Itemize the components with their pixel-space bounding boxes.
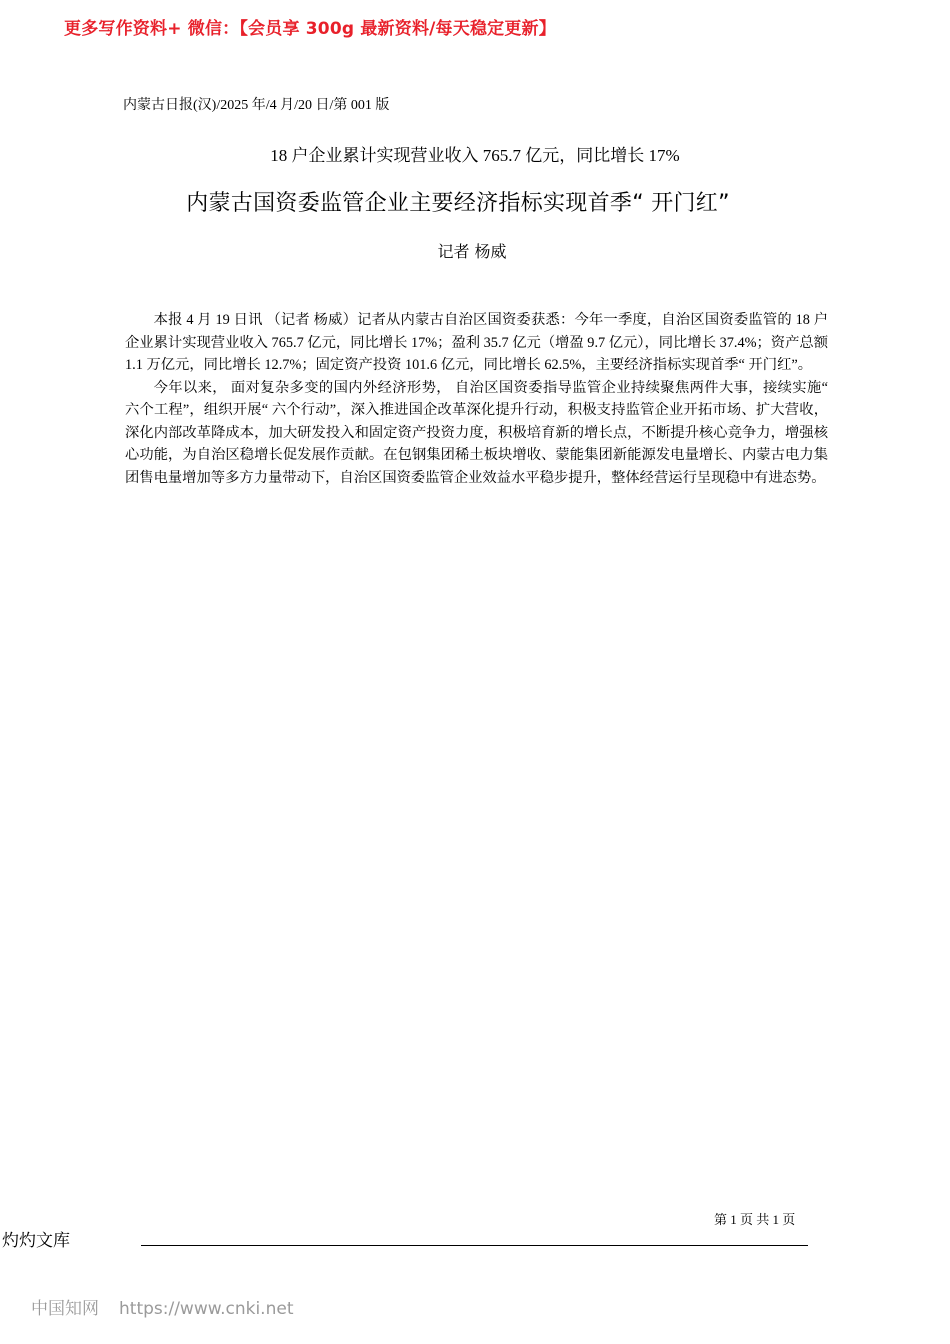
cnki-url: https://www.cnki.net xyxy=(119,1299,294,1319)
cnki-watermark xyxy=(31,1294,293,1319)
article-body xyxy=(125,309,828,489)
promo-banner: 更多写作资料+ 微信：【会员享 300g 最新资料/每天稳定更新】 xyxy=(64,19,556,39)
article-byline: 记者 杨威 xyxy=(437,242,507,261)
cnki-brand: 中国知网 xyxy=(31,1299,99,1319)
article-paragraph: 本报 4 月 19 日讯 （记者 杨威）记者从内蒙古自治区国资委获悉：今年一季度，自治区国资委监管的 18 户企业累计实现营业收入 765.7 亿元，同比增长 17%；盈利 35.7 亿元（增盈 9.7 亿元），同比增长 37.4%；资产总额 1.1 万亿元，同比增长 12.7%；固定资产投资 101.6 亿元，同比增长 62.5%，主要经济指标实现首季“ 开门红”。 xyxy=(125,312,828,373)
article-subtitle: 18 户企业累计实现营业收入 765.7 亿元，同比增长 17% xyxy=(270,146,680,165)
footer-divider xyxy=(141,1245,808,1246)
page-indicator: 第 1 页 共 1 页 xyxy=(714,1212,796,1227)
article-headline: 内蒙古国资委监管企业主要经济指标实现首季“ 开门红” xyxy=(186,191,730,216)
library-label: 灼灼文库 xyxy=(2,1231,70,1251)
article-paragraph: 今年以来， 面对复杂多变的国内外经济形势， 自治区国资委指导监管企业持续聚焦两件大事，接续实施“ 六个工程”，组织开展“ 六个行动”，深入推进国企改革深化提升行动，积极支持监管企业开拓市场、扩大营收，深化内部改革降成本，加大研发投入和固定资产投资力度，积极培育新的增长点，不断提升核心竞争力，增强核心功能，为自治区稳增长促发展作贡献。在包钢集团稀土板块增收、蒙能集团新能源发电量增长、内蒙古电力集团售电量增加等多方力量带动下，自治区国资委监管企业效益水平稳步提升，整体经营运行呈现稳中有进态势。 xyxy=(125,379,828,486)
source-line: 内蒙古日报(汉)/2025 年/4 月/20 日/第 001 版 xyxy=(123,98,390,113)
